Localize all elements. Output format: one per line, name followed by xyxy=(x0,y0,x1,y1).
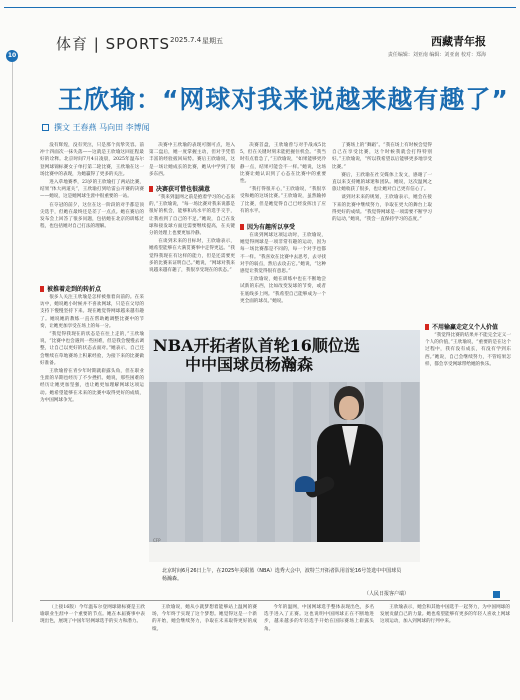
subhead-3: 因为有趣所以享受 xyxy=(240,222,295,231)
bottom-column-4: 王欣瑜表示，她会和其他中国选手一起努力，为中国网球的发展贡献自己的力量。她也希望能够有更多的年轻人喜欢上网球这项运动，加入到网球的行列中来。 xyxy=(380,605,510,625)
issue-date: 2025.7.4 xyxy=(170,36,202,44)
byline-icon xyxy=(42,124,49,131)
header-rule xyxy=(4,7,516,8)
subhead-2: 决赛获可惜也很满意 xyxy=(149,184,210,193)
subhead-marker xyxy=(425,324,429,330)
news-photo xyxy=(149,330,420,562)
team-cap xyxy=(295,476,315,492)
bottom-column-3: 今年的温网，中国网球选手整体表现出色，多名选手进入了正赛。这也说明中国网球正在不断地进步，越来越多的年轻选手开始在国际赛场上崭露头角。 xyxy=(264,605,374,632)
issue-weekday: 星期五 xyxy=(202,37,223,45)
text-column-1b: 很多人关注王欣瑜是怎样被推着向前的。在采访中，她说她小时候并不喜欢网球，只是在父母的支持下慢慢坚持下来。现在她觉得网球越来越有趣了。她说她的教练一直在帮助她调整比赛中的节奏，让她更加享受在场上的每一分。 “我觉得我现在的状态是在往上走的，”王欣瑜说，“比赛中也会遇到一些困难，但是我会慢慢去调整，让自己以更好的状态去面对。”她表示，自己还会继续在草地赛场上积累经验，为接下来的比赛做好准备。 王欣瑜曾在青少年时期就崭露头角，但在职业生涯的早期也经历了不少挫折。她说，那些困难的经历让她更加坚强，也让她更加理解网球这项运动。她希望能够在未来的比赛中取得更好的成绩，为中国网球争光。 xyxy=(40,295,144,403)
bottom-column-1: （上接16版）今年温布尔登网球锦标赛是王欣瑜职业生涯中一个重要的节点。她在本届赛事中表现出色，展现了中国年轻网球选手的实力和潜力。 xyxy=(40,605,145,625)
subhead-marker xyxy=(40,286,44,292)
text-column-3a: 决赛首盘，王欣瑜曾与对手战成5比5，但在关键时刻未能把握住机会。“我当时有点着急了，”王欣瑜说，“如果能够更冷静一点，结果可能会不一样。”她说，这场比赛让她认识到了心态在比赛中的重要性。 “我打得很开心，”王欣瑜说，“我很享受和她的这场比赛。”王欣瑜说，虽然输掉了比赛，但是她觉得自己已经发挥出了应有的水平。 xyxy=(240,143,326,214)
subhead-marker xyxy=(240,224,244,230)
editor-credits: 责任编辑：刘亚南 编辑：刘亚南 校对：郑海 xyxy=(387,52,486,58)
subhead-1: 被推着走到的转折点 xyxy=(40,284,101,293)
text-column-2a: 决赛中王欣瑜的表现可圈可点，进入第二盘后，她一度掌握主动，但对手凭借丰富的经验扳回局势。赛后王欣瑜说，这是一场让她成长的比赛，她从中学到了很多东西。 xyxy=(149,143,235,177)
subhead-4: 不用输赢走定义个人价值 xyxy=(425,322,498,331)
photo-title: NBA开拓者队首轮16顺位选 中中国球员杨瀚森 xyxy=(153,336,360,374)
text-column-3b: 在谈到网球这项运动时，王欣瑜说，她觉得网球是一项非常有趣的运动，因为每一场比赛都是不同的，每一个对手也都不一样。“我喜欢在比赛中去思考，去寻找对手的弱点，然后去攻击它。”她说，“这种感觉让我觉得很有意思。” 王欣瑜说，她在训练中也在不断地尝试新的东西，比如改变发球的节奏，或者在底线多上网。“我希望自己能够成为一个更全面的球员。”她说。 xyxy=(240,233,326,304)
photo-credit: CFP xyxy=(153,538,161,543)
photo-caption: 北京时间6月26日上午，在2025年美职篮（NBA）选秀大会中，波特兰开拓者队用首轮16号签选中中国球员杨瀚森。 xyxy=(162,568,402,582)
player-face xyxy=(339,396,359,420)
section-divider xyxy=(40,600,510,601)
text-column-2b: “我来到温网之前是抱着学习的心态来的，”王欣瑜说，“每一场比赛对我来说都是很好的机会，能够和高水平的选手交手，让我看到了自己的不足。”她说，自己在发球和接发球方面还需要继续提高，在关键分的处理上也要更加冷静。 在谈到未来的目标时，王欣瑜表示，她希望能够在大满贯赛事中走得更远。“我觉得我现在有这样的能力，但是还需要更多的比赛来证明自己。”她说，“网球对我来说越来越有趣了，我很享受现在的状态。” xyxy=(149,195,235,274)
section-label: 体育 | SPORTS xyxy=(56,35,170,53)
text-column-4b: “我觉得比赛的结果并不能完全定义一个人的价值，”王欣瑜说，“重要的是在这个过程中，我有没有成长，有没有学到东西。”她说，自己会继续努力，不管结果怎样，都会享受网球带给她的快乐。 xyxy=(425,333,511,367)
end-mark-icon xyxy=(493,591,500,598)
photo-base xyxy=(149,542,420,562)
article-byline: 撰文 王春燕 马向田 李博闻 xyxy=(54,123,150,132)
photo-agency: （人民日报客户端） xyxy=(364,591,410,597)
bottom-column-2: 王欣瑜说，她从小就梦想着能够站上温网的赛场，今年终于实现了这个梦想。她觉得这是一个新的开始，她会继续努力，争取在未来取得更好的成绩。 xyxy=(152,605,257,632)
newspaper-brand: 西藏青年报 xyxy=(431,35,486,48)
page-number: 10 xyxy=(6,50,18,62)
article-headline: 王欣瑜：“网球对我来说越来越有趣了” xyxy=(58,85,509,114)
text-column-4a: 了赛场上的“舞蹈”。“我在场上有时候会觉得自己在享受比赛，这个时候我就会打得特别好。”王欣瑜说，“所以我希望以后能够更多地享受比赛。” 赛后，王欣瑜在社交媒体上发文，感谢了一直以来支持她的球迷和团队。她说，这次温网之旅让她收获了很多，也让她对自己更有信心了。 谈到对未来的规划，王欣瑜表示，她会在接下来的比赛中继续努力，争取在更大的舞台上取得更好的成绩。“我觉得网球是一项需要不断学习的运动，”她说，“我会一直保持学习的态度。” xyxy=(332,143,432,223)
margin-rule xyxy=(12,62,13,622)
text-column-1a: 没有辉煌，没有哭泣，只是那个真挚笑容。前冲十四面次一抹失落——这就是王欣瑜这回征程最好的诠释。北京时间7月4日凌晨，2025年温布尔登网球锦标赛女子单打第二轮比赛，王欣瑜在这一场比赛中的表现，为她赢得了更多的关注。 进入草地赛季，23岁的王欣瑜打了两站比赛，结果“体大两道关”，王欣瑜打到哈雷公开赛的决赛——她说，这是她网球生涯中很重要的一站。 在夺冠的前夕，这位在这一阶段的对手都是顶尖选手，但她在最终还是差了一点点。她在赛后的发布会上回答了很多问题，包括她在北京的训练过程，也包括她对自己打法的理解。 xyxy=(40,143,144,230)
subhead-marker xyxy=(149,186,153,192)
page-header xyxy=(0,0,520,58)
